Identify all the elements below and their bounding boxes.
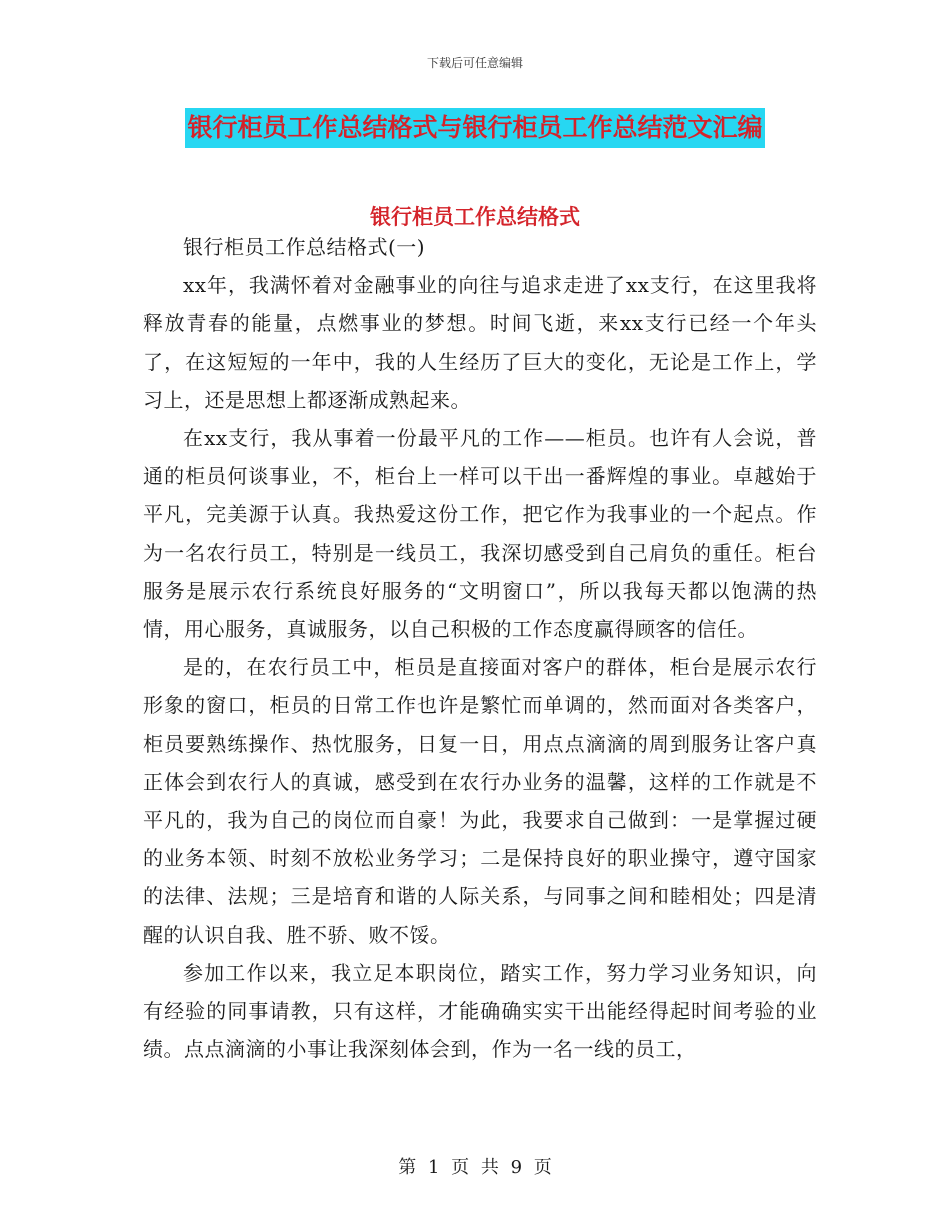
subheading: 银行柜员工作总结格式(一) [183, 235, 426, 259]
paragraph-4: 参加工作以来，我立足本职岗位，踏实工作，努力学习业务知识，向有经验的同事请教，只有这样，才能确确实实干出能经得起时间考验的业绩。点点滴滴的小事让我深刻体会到，作为一名一线的员工， [143, 960, 817, 1062]
page-footer: 第 1 页 共 9 页 [398, 1157, 552, 1178]
document-body [143, 228, 817, 1068]
paragraph-2: 在xx支行，我从事着一份最平凡的工作——柜员。也许有人会说，普通的柜员何谈事业，不，柜台上一样可以干出一番辉煌的事业。卓越始于平凡，完美源于认真。我热爱这份工作，把它作为我事业的一个起点。作为一名农行员工，特别是一线员工，我深切感受到自己肩负的重任。柜台服务是展示农行系统良好服务的“文明窗口”，所以我每天都以饱满的热情，用心服务，真诚服务，以自己积极的工作态度赢得顾客的信任。 [143, 426, 817, 642]
document-title-text: 银行柜员工作总结格式与银行柜员工作总结范文汇编 [185, 108, 764, 148]
paragraph-3: 是的，在农行员工中，柜员是直接面对客户的群体，柜台是展示农行形象的窗口，柜员的日常工作也许是繁忙而单调的，然而面对各类客户，柜员要熟练操作、热忱服务，日复一日，用点点滴滴的周到服务让客户真正体会到农行人的真诚，感受到在农行办业务的温馨，这样的工作就是不平凡的，我为自己的岗位而自豪！为此，我要求自己做到：一是掌握过硬的业务本领、时刻不放松业务学习；二是保持良好的职业操守，遵守国家的法律、法规；三是培育和谐的人际关系，与同事之间和睦相处；四是清醒的认识自我、胜不骄、败不馁。 [143, 655, 817, 947]
header-note: 下载后可任意编辑 [426, 56, 523, 70]
paragraph-1: xx年，我满怀着对金融事业的向往与追求走进了xx支行，在这里我将释放青春的能量，点燃事业的梦想。时间飞逝，来xx支行已经一个年头了，在这短短的一年中，我的人生经历了巨大的变化，无论是工作上，学习上，还是思想上都逐渐成熟起来。 [143, 273, 817, 412]
document-title [0, 108, 950, 148]
section-title: 银行柜员工作总结格式 [370, 205, 580, 229]
